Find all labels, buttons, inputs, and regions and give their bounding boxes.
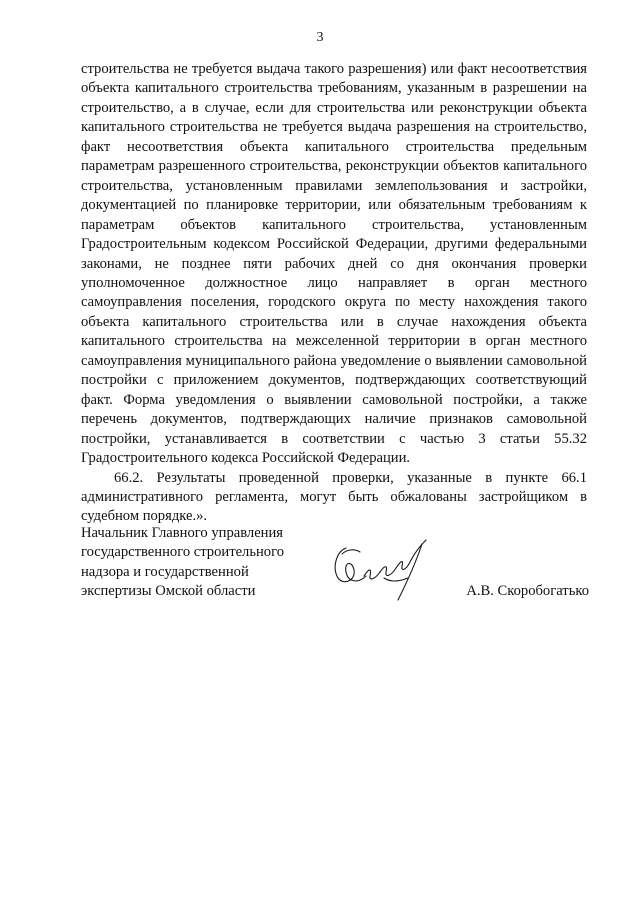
position-line: экспертизы Омской области — [81, 583, 256, 600]
paragraph-66-2: 66.2. Результаты проведенной проверки, указанные в пункте 66.1 административного регламента, могут быть обжалованы застройщиком в судебном порядке.». — [81, 469, 587, 525]
signatory-position — [81, 524, 284, 602]
signatory-name: А.В. Скоробогатько — [466, 583, 589, 599]
paragraph-continuation: строительства не требуется выдача такого разрешения) или факт несоответствия объекта капитального строительства требованиям, указанным в разрешении на строительство, а в случае, если для строительства или реконструкции объекта капитального строительства не требуется выдача разрешения на строительство, факт несоответствия объекта капитального строительства предельным параметрам разрешенного строительства, реконструкции объектов капитального строительства, установленным правилами землепользования и застройки, документацией по планировке территории, или обязательным требованиям к параметрам объектов капитального строительства, установленным Градостроительным кодексом Российской Федерации, другими федеральными законами, не позднее пяти рабочих дней со дня окончания проверки уполномоченное должностное лицо направляет в орган местного самоуправления поселения, городского округа по месту нахождения такого объекта капитального строительства или в случае нахождения объекта капитального строительства на межселенной территории в орган местного самоуправления муниципального района уведомление о выявлении самовольной постройки с приложением документов, подтверждающих соответствующий факт. Форма уведомления о выявлении самовольной постройки, а также перечень документов, подтверждающих наличие признаков самовольной постройки, устанавливается в соответствии с частью 3 статьи 55.32 Градостроительного кодекса Российской Федерации. — [81, 61, 587, 467]
document-body — [81, 60, 587, 527]
position-line: Начальник Главного управления — [81, 525, 284, 541]
position-line: надзора и государственной — [81, 563, 249, 580]
handwritten-signature — [324, 526, 434, 604]
signature-block — [81, 524, 587, 604]
page-number: 3 — [316, 30, 324, 45]
position-line: государственного строительного — [81, 544, 285, 561]
